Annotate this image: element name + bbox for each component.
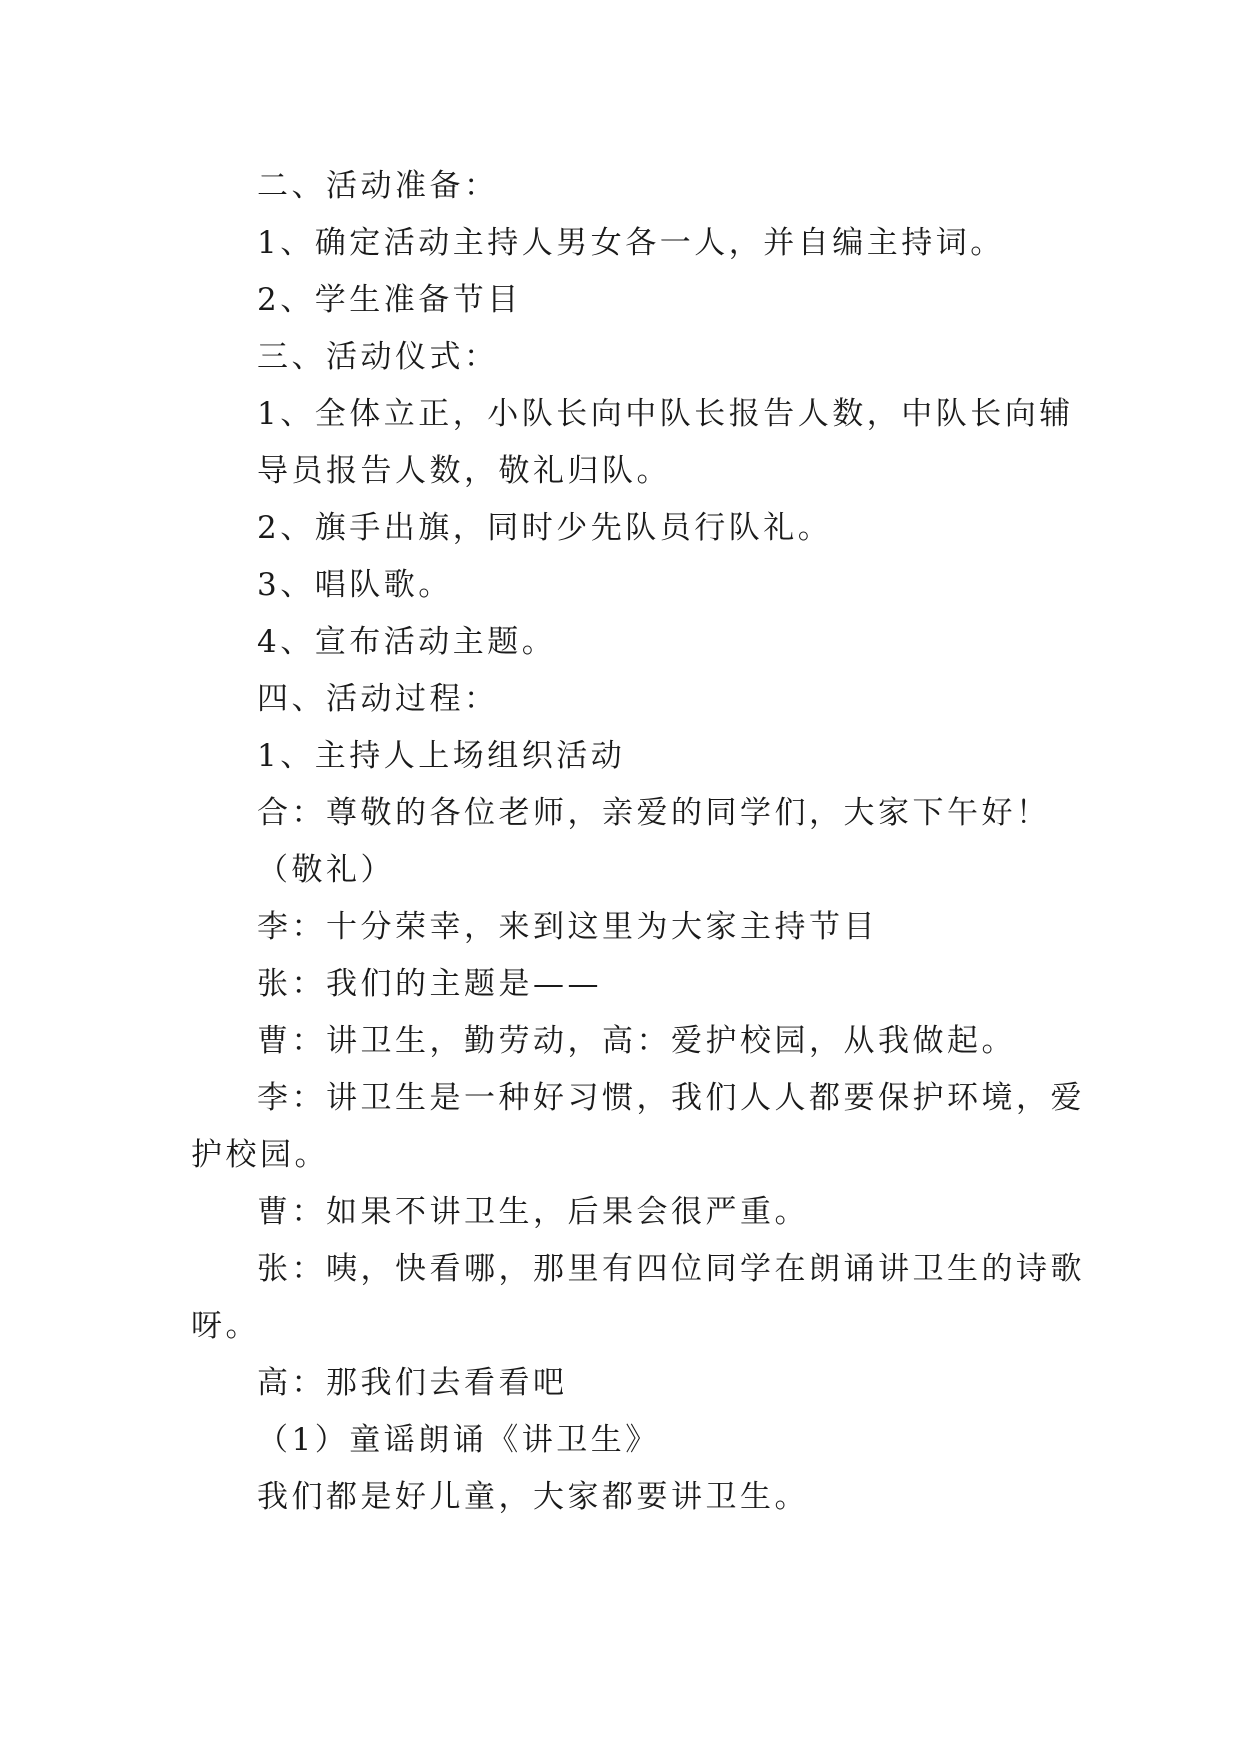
paragraph-line: 1、确定活动主持人男女各一人，并自编主持词。 — [257, 225, 1005, 261]
dialogue-line: 高：那我们去看看吧 — [257, 1365, 568, 1401]
dialogue-line: 李：讲卫生是一种好习惯，我们人人都要保护环境，爱 — [257, 1080, 1085, 1116]
dialogue-line: 张：咦，快看哪，那里有四位同学在朗诵讲卫生的诗歌 — [257, 1251, 1085, 1287]
poem-line: 我们都是好儿童，大家都要讲卫生。 — [257, 1479, 809, 1515]
heading-activity-ceremony: 三、活动仪式： — [257, 339, 499, 375]
dialogue-line: 张：我们的主题是—— — [257, 966, 602, 1002]
subheading-nursery-rhyme: （1）童谣朗诵《讲卫生》 — [257, 1422, 660, 1458]
paragraph-line: 2、旗手出旗，同时少先队员行队礼。 — [257, 510, 833, 546]
dialogue-line: 李：十分荣幸，来到这里为大家主持节目 — [257, 909, 878, 945]
dialogue-line: 曹：如果不讲卫生，后果会很严重。 — [257, 1194, 809, 1230]
dialogue-line: 合：尊敬的各位老师，亲爱的同学们，大家下午好！ — [257, 795, 1051, 831]
heading-activity-process: 四、活动过程： — [257, 681, 499, 717]
heading-activity-preparation: 二、活动准备： — [257, 168, 499, 204]
paragraph-line: 4、宣布活动主题。 — [257, 624, 557, 660]
paragraph-line: 1、全体立正，小队长向中队长报告人数，中队长向辅 — [257, 396, 1074, 432]
paragraph-line: 导员报告人数，敬礼归队。 — [257, 453, 671, 489]
dialogue-line: 曹：讲卫生，勤劳动，高：爱护校园，从我做起。 — [257, 1023, 1016, 1059]
paragraph-line: 1、主持人上场组织活动 — [257, 738, 626, 774]
dialogue-line-continuation: 护校园。 — [191, 1137, 329, 1173]
stage-direction: （敬礼） — [257, 852, 395, 888]
paragraph-line: 3、唱队歌。 — [257, 567, 453, 603]
dialogue-line-continuation: 呀。 — [191, 1308, 260, 1344]
paragraph-line: 2、学生准备节目 — [257, 282, 522, 318]
